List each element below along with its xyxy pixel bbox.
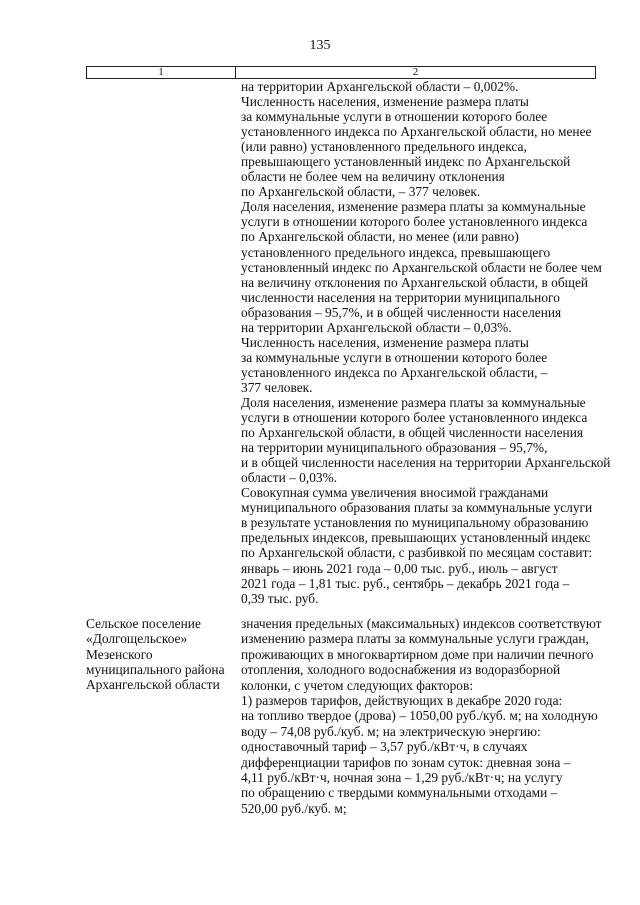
text-line: предельных индексов, превышающих установленный индекс [241, 530, 591, 546]
text-line: Доля населения, изменение размера платы за коммунальные [241, 199, 586, 215]
municipality-line: муниципального района [86, 661, 225, 677]
text-line: и в общей численности населения на территории Архангельской [241, 455, 611, 471]
text-line: дифференциации тарифов по зонам суток: дневная зона – [241, 754, 571, 770]
text-line: 0,39 тыс. руб. [241, 590, 319, 606]
text-line: Совокупная сумма увеличения вносимой гражданами [241, 485, 549, 501]
text-line: на территории муниципального образования – 95,7%, [241, 440, 548, 456]
text-line: на территории Архангельской области – 0,002%. [241, 79, 519, 94]
text-line: значения предельных (максимальных) индексов соответствуют [241, 616, 602, 631]
text-line: по Архангельской области, в общей численности населения [241, 425, 584, 441]
text-line: услуги в отношении которого более установленного индекса [241, 214, 588, 230]
text-line: по Архангельской области, но менее (или равно) [241, 229, 519, 245]
header-col-1: 1 [87, 67, 236, 78]
text-line: колонки, с учетом следующих факторов: [241, 677, 474, 693]
continuation-cell-text [241, 79, 611, 606]
text-line: на территории Архангельской области – 0,03%. [241, 319, 512, 335]
text-line: за коммунальные услуги в отношении которого более [241, 109, 548, 125]
text-line: по Архангельской области, с разбивкой по месяцам составит: [241, 545, 593, 561]
municipality-line: «Долгощельское» [86, 631, 188, 647]
municipality-line: Архангельской области [86, 677, 220, 693]
text-line: превышающего установленный индекс по Архангельской [241, 154, 571, 170]
text-line: муниципального образования платы за коммунальные услуги [241, 500, 593, 516]
text-line: 4,11 руб./кВт·ч, ночная зона – 1,29 руб./кВт·ч; на услугу [241, 770, 563, 786]
text-line: в результате установления по муниципальному образованию [241, 515, 589, 531]
page-number: 135 [309, 38, 331, 53]
municipality-line: Сельское поселение [86, 616, 201, 631]
text-line: установленного индекса по Архангельской области, – [241, 364, 548, 380]
text-line: образования – 95,7%, и в общей численности населения [241, 304, 562, 320]
text-line: за коммунальные услуги в отношении которого более [241, 349, 548, 365]
text-line: по Архангельской области, – 377 человек. [241, 184, 481, 200]
text-line: отопления, холодного водоснабжения из водоразборной [241, 662, 561, 678]
text-line: (или равно) установленного предельного индекса, [241, 139, 527, 155]
text-line: по обращению с твердыми коммунальными отходами – [241, 785, 558, 801]
text-line: воду – 74,08 руб./куб. м; на электрическую энергию: [241, 723, 541, 739]
text-line: на топливо твердое (дрова) – 1050,00 руб./куб. м; на холодную [241, 708, 598, 724]
tariff-table [86, 66, 611, 816]
text-line: на величину отклонения по Архангельской области, в общей [241, 274, 589, 290]
text-line: 377 человек. [241, 379, 313, 395]
municipality-name [86, 616, 235, 692]
text-line: Доля населения, изменение размера платы за коммунальные [241, 394, 586, 410]
text-line: январь – июнь 2021 года – 0,00 тыс. руб., июль – август [241, 560, 558, 576]
text-line: одноставочный тариф – 3,57 руб./кВт·ч, в случаях [241, 739, 528, 755]
text-line: изменению размера платы за коммунальные услуги граждан, [241, 631, 589, 647]
text-line: Численность населения, изменение размера платы [241, 94, 529, 110]
text-line: Численность населения, изменение размера платы [241, 334, 529, 350]
text-line: установленный индекс по Архангельской области не более чем [241, 259, 602, 275]
text-line: установленного предельного индекса, превышающего [241, 244, 551, 260]
text-line: установленного индекса по Архангельской области, но менее [241, 124, 592, 140]
municipality-line: Мезенского [86, 646, 153, 662]
table-header-row [86, 66, 596, 79]
municipality-description [241, 616, 601, 816]
header-col-2: 2 [412, 66, 419, 78]
text-line: 1) размеров тарифов, действующих в декабре 2020 года: [241, 693, 563, 709]
text-line: численности населения на территории муниципального [241, 289, 560, 305]
text-line: проживающих в многоквартирном доме при наличии печного [241, 646, 594, 662]
text-line: услуги в отношении которого более установленного индекса [241, 410, 588, 426]
text-line: 520,00 руб./куб. м; [241, 800, 347, 816]
text-line: 2021 года – 1,81 тыс. руб., сентябрь – декабрь 2021 года – [241, 575, 570, 591]
text-line: области – 0,03%. [241, 470, 338, 486]
text-line: области не более чем на величину отклонения [241, 169, 505, 185]
